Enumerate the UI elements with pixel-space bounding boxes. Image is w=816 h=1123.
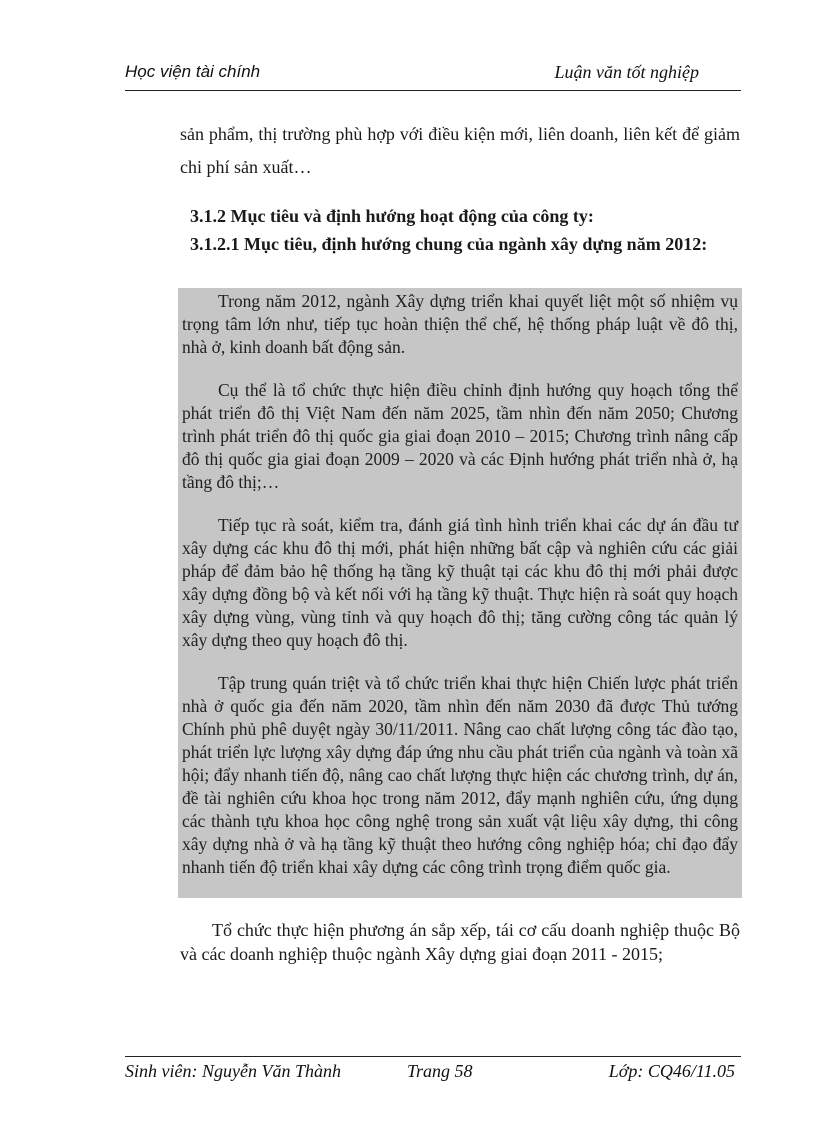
shaded-paragraph-3: Tiếp tục rà soát, kiểm tra, đánh giá tình hình triển khai các dự án đầu tư xây dựng các khu đô thị mới, phát hiện những bất cập và nghiên cứu các giải pháp để đảm bảo hệ thống hạ tầng kỹ thuật tại các khu đô thị mới phải được xây dựng đồng bộ và kết nối với hạ tầng kỹ thuật. Thực hiện rà soát quy hoạch xây dựng vùng, vùng tỉnh và quy hoạch đô thị; tăng cường công tác quản lý xây dựng theo quy hoạch đô thị. — [182, 515, 738, 650]
shaded-paragraph-1: Trong năm 2012, ngành Xây dựng triển khai quyết liệt một số nhiệm vụ trọng tâm lớn như, tiếp tục hoàn thiện thể chế, hệ thống pháp luật về đô thị, nhà ở, kinh doanh bất động sản. — [182, 291, 738, 357]
shaded-paragraph-4: Tập trung quán triệt và tổ chức triển khai thực hiện Chiến lược phát triển nhà ở quốc gia đến năm 2020, tầm nhìn đến năm 2030 đã được Thủ tướng Chính phủ phê duyệt ngày 30/11/2011. Nâng cao chất lượng công tác đào tạo, phát triển lực lượng xây dựng đáp ứng nhu cầu phát triển của ngành và toàn xã hội; đẩy nhanh tiến độ, nâng cao chất lượng thực hiện các chương trình, dự án, đề tài nghiên cứu khoa học trong năm 2012, đẩy mạnh nghiên cứu, ứng dụng các thành tựu khoa học công nghệ trong sản xuất vật liệu xây dựng, thi công xây dựng nhà ở và hạ tầng kỹ thuật theo hướng công nghiệp hóa; chỉ đạo đẩy nhanh tiến độ triển khai xây dựng các công trình trọng điểm quốc gia. — [182, 673, 738, 877]
subsection-heading: 3.1.2.1 Mục tiêu, định hướng chung của ngành xây dựng năm 2012: — [190, 234, 708, 254]
header-institution: Học viện tài chính — [125, 62, 261, 81]
footer-class: Lớp: CQ46/11.05 — [608, 1061, 735, 1081]
header-document-type: Luận văn tốt nghiệp — [554, 62, 699, 82]
shaded-paragraph-2: Cụ thể là tổ chức thực hiện điều chỉnh định hướng quy hoạch tổng thể phát triển đô thị Việt Nam đến năm 2025, tầm nhìn đến năm 2050; Chương trình phát triển đô thị quốc gia giai đoạn 2010 – 2015; Chương trình nâng cấp đô thị quốc gia giai đoạn 2009 – 2020 và các Định hướng phát triển nhà ở, hạ tầng đô thị;… — [182, 380, 738, 492]
shaded-quote-block — [178, 288, 742, 898]
section-heading: 3.1.2 Mục tiêu và định hướng hoạt động của công ty: — [190, 206, 594, 226]
footer-student: Sinh viên: Nguyễn Văn Thành — [125, 1061, 341, 1081]
footer-page-number: Trang 58 — [407, 1061, 473, 1081]
page-header — [125, 60, 741, 91]
closing-paragraph: Tổ chức thực hiện phương án sắp xếp, tái cơ cấu doanh nghiệp thuộc Bộ và các doanh nghiệp thuộc ngành Xây dựng giai đoạn 2011 - 2015; — [180, 920, 740, 964]
page-footer — [125, 1056, 741, 1087]
intro-paragraph: sản phẩm, thị trường phù hợp với điều kiện mới, liên doanh, liên kết để giảm chi phí sản xuất… — [180, 124, 740, 177]
